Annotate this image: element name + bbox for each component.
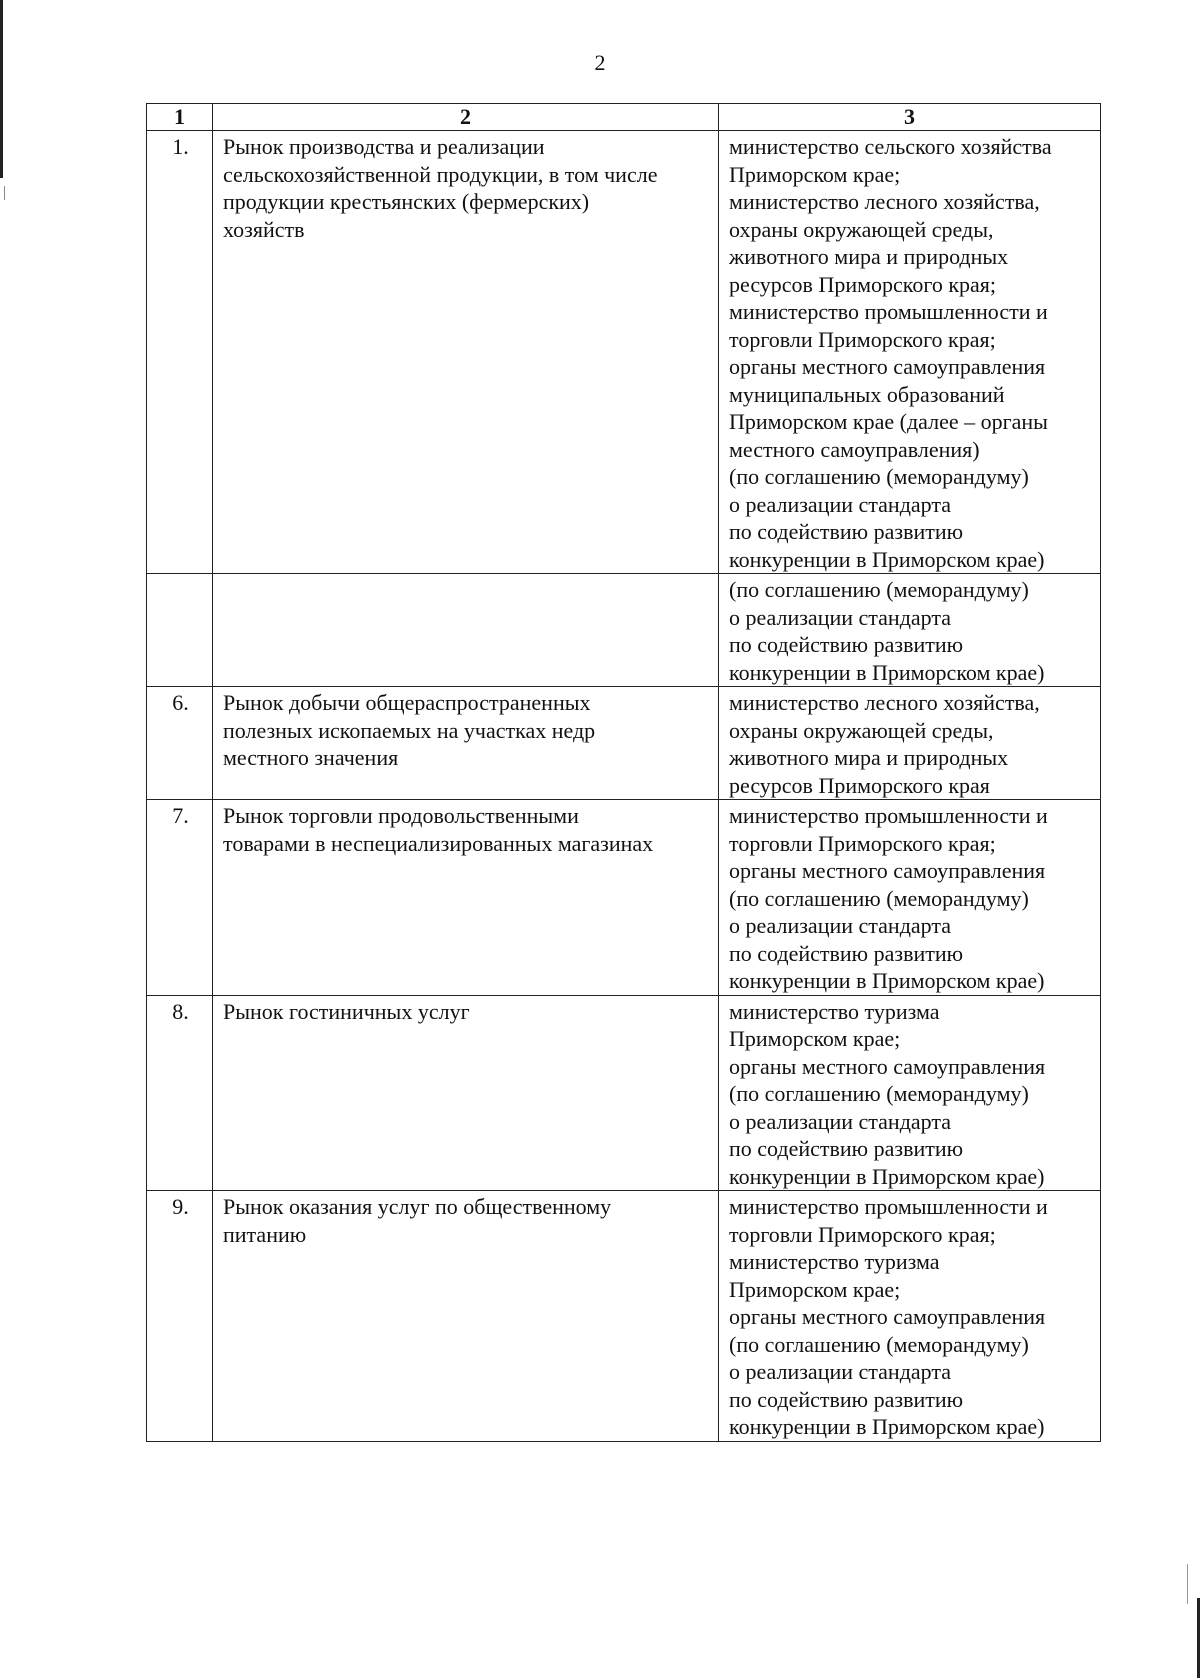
responsible-body-cell xyxy=(719,574,1101,687)
responsible-body-line: (по соглашению (меморандуму) xyxy=(729,577,1029,602)
responsible-body-line: органы местного самоуправления xyxy=(729,858,1046,883)
market-name-line: Рынок торговли продовольственными xyxy=(223,803,579,828)
responsible-body-line: министерство промышленности и xyxy=(729,299,1048,324)
responsible-body-line: министерство лесного хозяйства, xyxy=(729,189,1040,214)
market-name-cell xyxy=(213,1191,719,1442)
responsible-body-line: Приморском крае; xyxy=(729,1276,901,1302)
responsible-body-line: торговли Приморского края; xyxy=(729,830,996,856)
responsible-body-line: торговли Приморского края; xyxy=(729,326,996,352)
market-name-line: питанию xyxy=(223,1221,307,1247)
row-number: 6. xyxy=(147,687,213,800)
responsible-body-line: министерство лесного хозяйства, xyxy=(729,690,1040,715)
responsible-body-line: Приморском крае (далее – органы xyxy=(729,409,1048,434)
responsible-body-line: министерство сельского хозяйства xyxy=(729,134,1052,159)
market-name-line: Рынок гостиничных услуг xyxy=(223,998,470,1024)
table-row xyxy=(147,574,1101,687)
responsible-body-line: министерство туризма xyxy=(729,998,940,1024)
responsible-body-line: конкуренции в Приморском крае) xyxy=(729,968,1045,993)
table-row xyxy=(147,995,1101,1191)
table-header-row xyxy=(147,104,1101,131)
responsible-body-cell xyxy=(719,131,1101,574)
market-name-line: товарами в неспециализированных магазинах xyxy=(223,830,654,856)
responsible-body-line: по содействию развитию xyxy=(729,632,964,657)
row-number: 1. xyxy=(147,131,213,574)
responsible-body-line: охраны окружающей среды, xyxy=(729,717,994,743)
market-name-line: полезных ископаемых на участках недр xyxy=(223,717,596,743)
column-header-number: 1 xyxy=(147,104,213,131)
row-number xyxy=(147,574,213,687)
responsible-body-line: конкуренции в Приморском крае) xyxy=(729,1163,1045,1189)
responsible-body-line: (по соглашению (меморандуму) xyxy=(729,1081,1029,1106)
responsible-body-cell xyxy=(719,995,1101,1191)
responsible-body-line: по содействию развитию xyxy=(729,1386,964,1412)
responsible-body-line: министерство промышленности и xyxy=(729,803,1048,828)
responsible-body-line: по содействию развитию xyxy=(729,940,964,966)
responsible-body-line: торговли Приморского края; xyxy=(729,1221,996,1247)
responsible-body-cell xyxy=(719,800,1101,996)
market-name-line: сельскохозяйственной продукции, в том числе xyxy=(223,161,658,187)
market-name-line: местного значения xyxy=(223,745,399,770)
scan-edge-mark xyxy=(4,186,5,200)
responsible-body-line: органы местного самоуправления xyxy=(729,1053,1046,1079)
market-name-cell xyxy=(213,995,719,1191)
scan-edge-mark xyxy=(0,0,3,178)
responsible-body-line: о реализации стандарта xyxy=(729,1108,952,1134)
responsible-body-cell xyxy=(719,1191,1101,1442)
table-row xyxy=(147,131,1101,574)
table-body xyxy=(147,131,1101,1442)
row-number: 7. xyxy=(147,800,213,996)
responsible-body-line: о реализации стандарта xyxy=(729,491,952,517)
responsible-body-line: местного самоуправления) xyxy=(729,436,980,462)
responsible-body-line: по содействию развитию xyxy=(729,1136,964,1161)
market-name-cell xyxy=(213,131,719,574)
responsible-body-line: конкуренции в Приморском крае) xyxy=(729,1414,1045,1439)
table-row xyxy=(147,687,1101,800)
responsible-body-line: органы местного самоуправления xyxy=(729,354,1046,379)
responsible-body-line: охраны окружающей среды, xyxy=(729,216,994,242)
responsible-body-line: ресурсов Приморского края; xyxy=(729,271,997,297)
table-row xyxy=(147,800,1101,996)
table-row xyxy=(147,1191,1101,1442)
market-name-line: продукции крестьянских (фермерских) xyxy=(223,189,590,214)
row-number: 8. xyxy=(147,995,213,1191)
markets-table xyxy=(146,103,1101,1442)
responsible-body-line: о реализации стандарта xyxy=(729,1359,952,1384)
responsible-body-line: (по соглашению (меморандуму) xyxy=(729,464,1029,489)
responsible-body-line: ресурсов Приморского края xyxy=(729,772,990,798)
responsible-body-line: (по соглашению (меморандуму) xyxy=(729,1331,1029,1357)
market-name-line: Рынок оказания услуг по общественному xyxy=(223,1194,612,1219)
market-name-line: хозяйств xyxy=(223,216,305,242)
market-name-line: Рынок производства и реализации xyxy=(223,134,545,159)
scan-edge-mark xyxy=(1187,1564,1188,1604)
responsible-body-line: Приморском крае; xyxy=(729,161,901,187)
row-number: 9. xyxy=(147,1191,213,1442)
responsible-body-line: министерство туризма xyxy=(729,1249,940,1274)
responsible-body-line: министерство промышленности и xyxy=(729,1194,1048,1219)
responsible-body-cell xyxy=(719,687,1101,800)
market-name-cell xyxy=(213,574,719,687)
responsible-body-line: о реализации стандарта xyxy=(729,913,952,938)
responsible-body-line: органы местного самоуправления xyxy=(729,1304,1046,1329)
responsible-body-line: Приморском крае; xyxy=(729,1026,901,1051)
column-header-organization: 3 xyxy=(719,104,1101,131)
column-header-market: 2 xyxy=(213,104,719,131)
responsible-body-line: конкуренции в Приморском крае) xyxy=(729,546,1045,572)
market-name-cell xyxy=(213,687,719,800)
market-name-line: Рынок добычи общераспространенных xyxy=(223,690,591,715)
responsible-body-line: по содействию развитию xyxy=(729,519,964,544)
responsible-body-line: муниципальных образований xyxy=(729,381,1005,407)
responsible-body-line: (по соглашению (меморандуму) xyxy=(729,885,1029,911)
market-name-cell xyxy=(213,800,719,996)
responsible-body-line: конкуренции в Приморском крае) xyxy=(729,659,1045,685)
responsible-body-line: животного мира и природных xyxy=(729,244,1009,269)
page-number: 2 xyxy=(594,50,606,75)
responsible-body-line: о реализации стандарта xyxy=(729,604,952,630)
responsible-body-line: животного мира и природных xyxy=(729,745,1009,770)
